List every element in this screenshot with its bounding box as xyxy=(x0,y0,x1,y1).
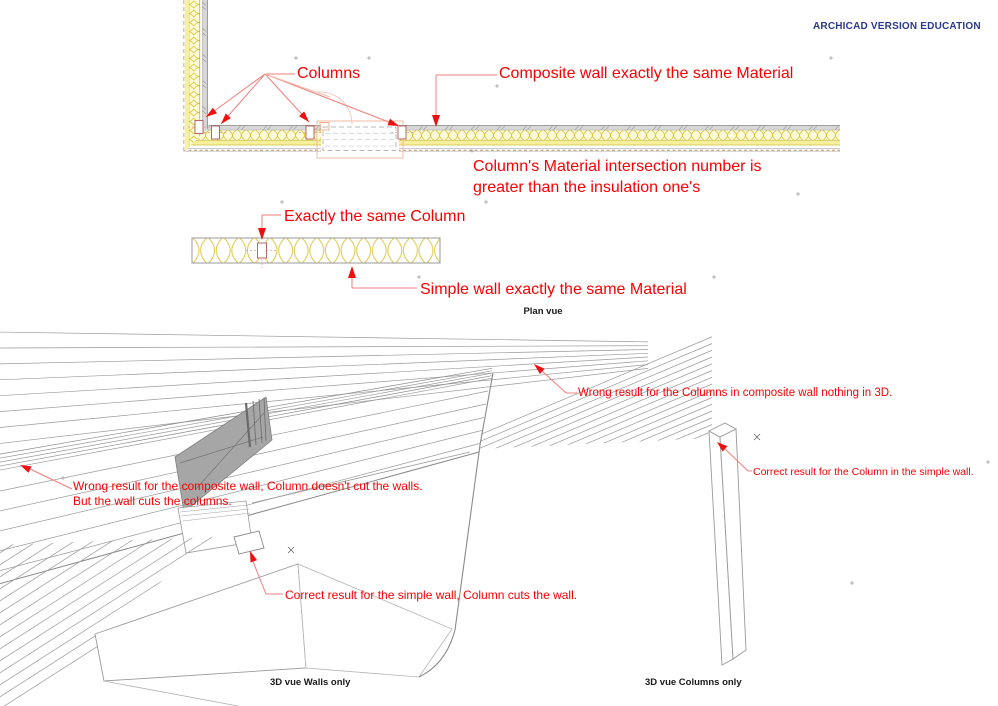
walls-3d-caption: 3D vue Walls only xyxy=(270,677,351,688)
annotation-composite-wall: Composite wall exactly the same Material xyxy=(499,65,794,82)
education-watermark: ARCHICAD VERSION EDUCATION xyxy=(813,21,981,32)
annotation-wrong-columns: Wrong result for the Columns in composite wall nothing in 3D. xyxy=(578,387,893,399)
annotation-columns: Columns xyxy=(297,65,361,82)
annotation-same-column: Exactly the same Column xyxy=(284,208,466,225)
annotation-simple-wall: Simple wall exactly the same Material xyxy=(420,281,687,298)
columns-3d-view xyxy=(709,423,746,665)
plan-composite-wall-horizontal xyxy=(183,125,840,151)
annotation-correct-simple: Correct result for the simple wall, Column cuts the wall. xyxy=(285,588,578,602)
annotation-correct-column: Correct result for the Column in the simple wall. xyxy=(753,466,974,478)
walls-3d-opening xyxy=(175,397,272,554)
annotation-intersection-note-line1: Column's Material intersection number is xyxy=(473,158,762,175)
annotation-wrong-composite-line2: But the wall cuts the columns. xyxy=(73,494,232,508)
annotation-intersection-note-line2: greater than the insulation one's xyxy=(473,179,701,197)
annotation-intersection-note xyxy=(473,156,762,198)
plan-caption: Plan vue xyxy=(523,306,563,317)
plan-simple-wall xyxy=(192,238,440,268)
columns-3d-caption: 3D vue Columns only xyxy=(645,677,742,688)
annotation-wrong-composite-line1: Wrong result for the composite wall, Column doesn't cut the walls. xyxy=(73,479,423,493)
annotation-wrong-composite xyxy=(73,479,423,509)
walls-3d-view xyxy=(0,332,648,585)
